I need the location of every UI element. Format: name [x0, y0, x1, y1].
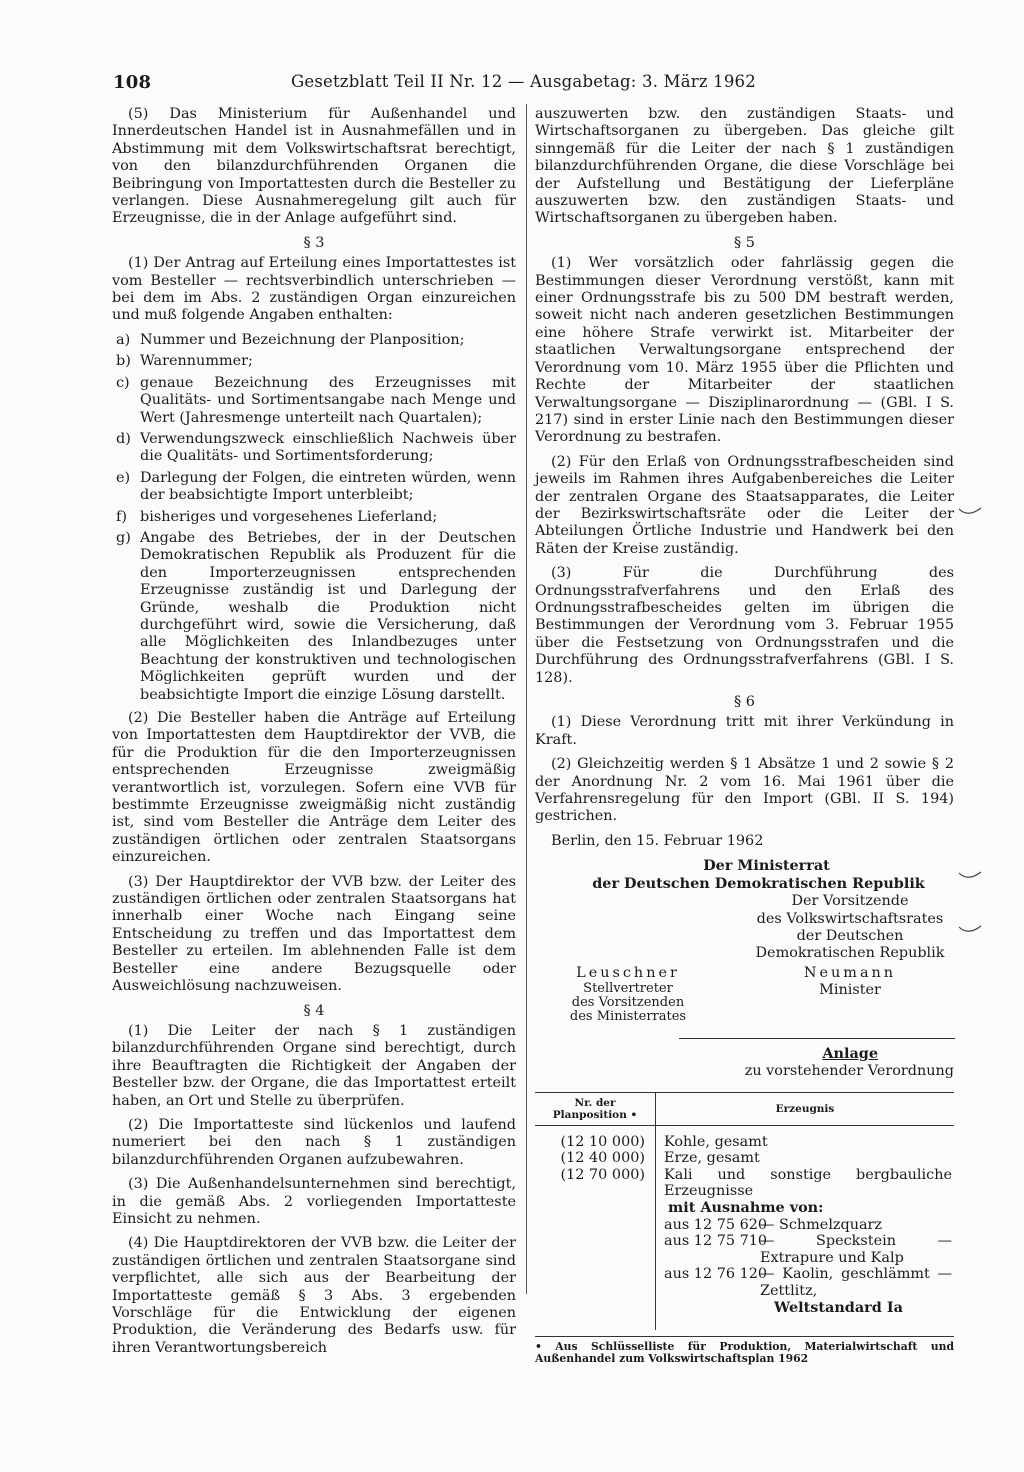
section-heading-3: § 3: [303, 234, 325, 251]
planposition-cell: (12 10 000): [535, 1134, 656, 1151]
section-heading-4: § 4: [303, 1002, 325, 1019]
paragraph-5-1: (1) Wer vorsätzlich oder fahrlässig gegen die Bestimmungen dieser Verordnung verstößt, kann mit einer Ordnungsstrafe bis zu 500 DM bestraft werden, soweit nicht nach anderen gesetzlichen Bestimmungen eine höhere Strafe verwirkt ist. Mitarbeiter der staatlichen Verwaltungsorgane entsprechend der Verordnung vom 10. März 1955 über die Pflichten und Rechte der Mitarbeiter der staatlichen Verwaltungsorgane — Disziplinarordnung — (GBl. I S. 217) sind in erster Linie nach den Bestimmungen dieser Verordnung zu bestrafen.: [535, 255, 954, 446]
signatory-left-role-3: des Ministerrates: [569, 1009, 687, 1025]
signatory-left-role-2: des Vorsitzenden: [571, 995, 685, 1011]
signatory-right-name: Neumann: [803, 964, 897, 981]
list-item-label: a): [116, 331, 131, 348]
table-row: [535, 1167, 954, 1316]
paragraph-3-1: (1) Der Antrag auf Erteilung eines Importattestes ist vom Besteller — rechtsverbindlich unterschrieben — bei dem im Abs. 2 zuständigen Organ einzureichen und muß folgende Angaben enthalten:: [112, 255, 516, 324]
list-item: [112, 509, 516, 526]
exception-text-tail: Weltstandard Ia: [774, 1298, 903, 1316]
exception-code: aus 12 75 710: [664, 1233, 768, 1250]
paragraph-3-2: (2) Die Besteller haben die Anträge auf Erteilung von Importattesten dem Hauptdirektor der VVB, die für die Produktion für die den Importerzeugnissen entsprechenden Erzeugnisse zweigmäßig verantwortlich ist, vorzulegen. Sofern eine VVB für bestimmte Erzeugnisse zweigmäßig nicht zuständig ist, sind vom Besteller die Anträge dem Leiter des zuständigen örtlichen oder zentralen Staatsorgans einzureichen.: [112, 710, 516, 866]
exception-text: — Schmelzquarz: [760, 1216, 883, 1233]
council-line-1: Der Ministerrat: [703, 857, 830, 875]
paragraph-4-1: (1) Die Leiter der nach § 1 zuständigen bilanzdurchführenden Organe sind berechtigt, durch ihre Beauftragten die Richtigkeit der Angaben der Besteller bzw. der Organe, die das Importattest erteilt haben, an Ort und Stelle zu überprüfen.: [112, 1022, 516, 1109]
page-number: 108: [113, 72, 152, 93]
list-item: [112, 431, 516, 466]
section-heading-6: § 6: [734, 694, 755, 710]
requirements-list: [112, 332, 516, 704]
page-header: [113, 72, 756, 98]
list-item-label: e): [116, 469, 131, 486]
erzeugnis-cell: Erze, gesamt: [664, 1150, 760, 1167]
annex-subtitle: zu vorstehender Verordnung: [744, 1062, 954, 1079]
exception-code: aus 12 76 120: [664, 1266, 768, 1283]
table-header-erzeugnis: Erzeugnis: [656, 1093, 955, 1126]
paragraph-5-2: (2) Für den Erlaß von Ordnungsstrafbescheiden sind jeweils im Rahmen ihres Aufgabenbereiches die Leiter der zentralen Organe des Staatsapparates, die Leiter der Bezirkswirtschaftsräte oder die Leiter der Abteilungen Örtliche Industrie und Handwerk bei den Räten der Kreise zuständig.: [535, 453, 954, 557]
table-row: [535, 1150, 954, 1167]
paragraph-4-3: (3) Die Außenhandelsunternehmen sind berechtigt, in die gemäß Abs. 2 vorliegenden Importatteste Einsicht zu nehmen.: [112, 1176, 516, 1227]
list-item-label: f): [116, 508, 127, 525]
separator-rule: [679, 1038, 955, 1039]
margin-mark-icon: [958, 924, 982, 936]
signatory-left: [553, 965, 703, 1024]
chair-line-3: der Deutschen: [796, 928, 904, 945]
list-item-label: g): [116, 529, 131, 546]
paragraph-3-3: (3) Der Hauptdirektor der VVB bzw. der Leiter des zuständigen örtlichen oder zentralen Staatsorgans hat innerhalb einer Woche nach Eingang seine Entscheidung zu treffen und das Importattest dem Besteller zu erteilen. Im ablehnenden Falle ist dem Besteller eine andere Bezugsquelle oder Ausweichlösung nachzuweisen.: [112, 873, 516, 995]
chair-line-1: Der Vorsitzende: [791, 893, 909, 910]
list-item: [112, 470, 516, 505]
paragraph-5-3: (3) Für die Durchführung des Ordnungsstrafverfahrens und den Erlaß des Ordnungsstrafbescheides gelten im übrigen die Bestimmungen der Verordnung vom 3. Februar 1955 über die Festsetzung von Ordnungsstrafen und die Durchführung des Ordnungsstrafverfahrens (GBl. I S. 128).: [535, 565, 954, 686]
erzeugnis-text: Kali und sonstige bergbauliche Erzeugnisse: [664, 1166, 952, 1200]
paragraph-6-1: (1) Diese Verordnung tritt mit ihrer Verkündung in Kraft.: [535, 714, 954, 748]
list-item-label: c): [116, 374, 130, 391]
annex-title: Anlage: [822, 1045, 878, 1063]
list-item-label: d): [116, 430, 131, 447]
erzeugnis-cell: [656, 1167, 955, 1316]
column-divider: [526, 104, 527, 1294]
planposition-cell: (12 40 000): [535, 1150, 656, 1167]
paragraph-6-2: (2) Gleichzeitig werden § 1 Absätze 1 und 2 sowie § 2 der Anordnung Nr. 2 vom 16. Mai 1961 über die Verfahrensregelung für den Import (GBl. II S. 194) gestrichen.: [535, 756, 954, 825]
margin-mark-icon: [958, 870, 982, 882]
list-item-text: Angabe des Betriebes, der in der Deutschen Demokratischen Republik als Produzent für die den Importerzeugnissen entsprechenden Erzeugnisse zuständig ist und Darlegung der Gründe, weshalb die Produktion nicht durchgeführt wird, sowie die Versicherung, daß alle Möglichkeiten des Inlandbezuges unter Beachtung der konstruktiven und technologischen Möglichkeiten geprüft wurden und der beabsichtigte Import die einzige Lösung darstellt.: [140, 529, 516, 703]
paragraph-4-2: (2) Die Importatteste sind lückenlos und laufend numeriert bei den nach § 1 zuständigen bilanzdurchführenden Organen aufzubewahren.: [112, 1116, 516, 1168]
paragraph-4-4: (4) Die Hauptdirektoren der VVB bzw. die Leiter der zuständigen örtlichen und zentralen Staatsorgane sind verpflichtet, alle sich aus der Bearbeitung der Importatteste gemäß § 3 Abs. 3 ergebenden Vorschläge für die Entwicklung der eigenen Produktion, die Veränderung des Bedarfs usw. für ihren Verantwortungsbereich: [112, 1235, 516, 1356]
signature-block: [535, 857, 954, 1032]
exception-code: aus 12 75 620: [664, 1216, 768, 1233]
margin-mark-icon: [958, 506, 982, 518]
council-line-2: der Deutschen Demokratischen Republik: [592, 874, 925, 892]
list-item-text: Warennummer;: [140, 353, 253, 370]
signatory-left-name: Leuschner: [576, 965, 680, 982]
list-item: [112, 353, 516, 370]
erzeugnis-cell: Kohle, gesamt: [664, 1133, 768, 1150]
right-column: [535, 106, 954, 1365]
exception-heading: mit Ausnahme von:: [668, 1198, 824, 1216]
place-and-date: Berlin, den 15. Februar 1962: [551, 832, 764, 849]
paragraph-2-5: (5) Das Ministerium für Außenhandel und Innerdeutschen Handel ist in Ausnahmefällen und in Abstimmung mit dem Volkswirtschaftsrat berechtigt, von den bilanzdurchführenden Organen die Beibringung von Importattesten durch die Besteller zu verlangen. Diese Ausnahmeregelung gilt auch für Erzeugnisse, die in der Anlage aufgeführt sind.: [112, 106, 516, 227]
signatory-right-role: Minister: [819, 982, 881, 999]
table-footnote: • Aus Schlüsselliste für Produktion, Materialwirtschaft und Außenhandel zum Volkswirtschaftsplan 1962: [535, 1336, 954, 1365]
table-row: [535, 1134, 954, 1151]
list-item-text: Nummer und Bezeichnung der Planposition;: [140, 331, 465, 348]
planposition-cell: (12 70 000): [535, 1167, 656, 1316]
list-item: [112, 375, 516, 427]
annex-table: [535, 1092, 954, 1330]
list-item: [112, 530, 516, 704]
list-item-text: genaue Bezeichnung des Erzeugnisses mit Qualitäts- und Sortimentsangabe nach Menge und Wert (Jahresmenge unterteilt nach Quartalen);: [140, 374, 516, 426]
exception-list: [664, 1217, 952, 1317]
list-item-text: bisheriges und vorgesehenes Lieferland;: [140, 508, 438, 525]
list-item-text: Verwendungszweck einschließlich Nachweis über die Qualitäts- und Sortimentsforderung;: [140, 430, 516, 465]
chair-line-4: Demokratischen Republik: [755, 945, 945, 962]
chair-line-2: des Volkswirtschaftsrates: [756, 910, 944, 927]
left-column: [112, 106, 516, 1364]
section-heading-5: § 5: [734, 234, 755, 251]
signatory-left-role-1: Stellvertreter: [583, 981, 673, 997]
list-item-text: Darlegung der Folgen, die eintreten würden, wenn der beabsichtigte Import unterbleibt;: [140, 469, 516, 504]
exception-text: — Speckstein — Extrapure und Kalp: [760, 1233, 952, 1266]
list-item: [112, 332, 516, 349]
exception-text: — Kaolin, geschlämmt — Zettlitz,: [760, 1266, 952, 1299]
paragraph-4-4-continued: auszuwerten bzw. den zuständigen Staats- und Wirtschaftsorganen zu übergeben. Das gleiche gilt sinngemäß für die Leiter der nach § 1 zuständigen bilanzdurchführenden Organe, die diese Vorschläge bei der Aufstellung und Bestätigung der Lieferpläne auszuwerten bzw. den zuständigen Staats- und Wirtschaftsorganen zu übergeben haben.: [535, 106, 954, 227]
running-title: Gesetzblatt Teil II Nr. 12 — Ausgabetag: 3. März 1962: [291, 72, 756, 91]
chair-title: [745, 893, 955, 999]
list-item-label: b): [116, 353, 131, 370]
table-header-planposition: Nr. der Planposition •: [535, 1093, 656, 1126]
